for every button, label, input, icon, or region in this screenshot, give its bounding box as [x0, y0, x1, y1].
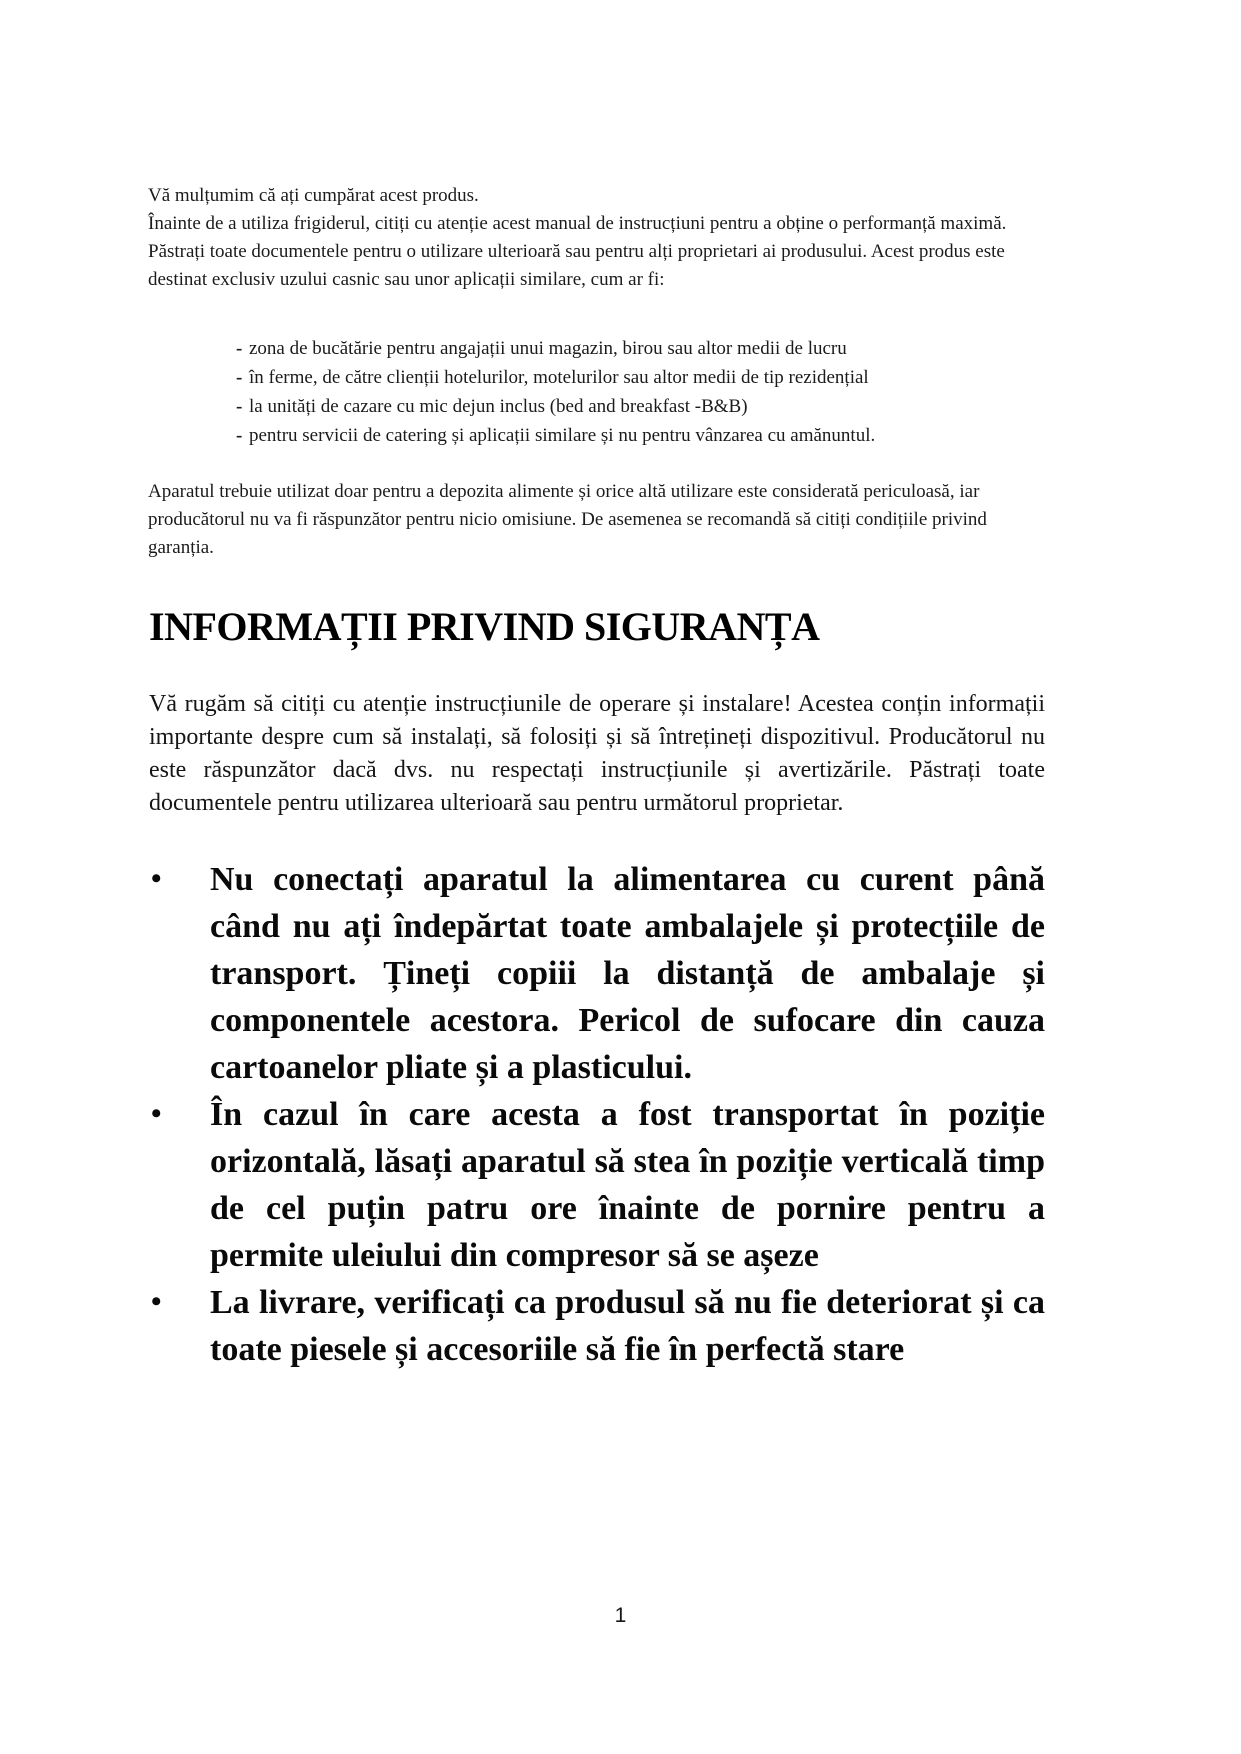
bullet-marker: •: [151, 1097, 162, 1130]
page-number: 1: [614, 1604, 627, 1627]
bullet-marker: •: [151, 1285, 162, 1318]
usage-list-item: [236, 392, 1038, 421]
safety-list: [149, 856, 1045, 1373]
usage-item-text: pentru servicii de catering și aplicații similare și nu pentru vânzarea cu amănuntul.: [249, 425, 876, 446]
usage-item-text: zona de bucătărie pentru angajații unui magazin, birou sau altor medii de lucru: [249, 338, 847, 359]
intro-thanks-line: Vă mulțumim că ați cumpărat acest produs.: [148, 185, 479, 206]
usage-item-text: în ferme, de către clienții hotelurilor, motelurilor sau altor medii de tip rezidențial: [249, 367, 869, 388]
dash-marker: -: [236, 396, 243, 417]
dash-marker: -: [236, 367, 243, 388]
safety-item-text: La livrare, verificați ca produsul să nu fie deteriorat și ca toate piesele și accesoriile să fie în perfectă stare: [210, 1284, 1045, 1368]
safety-list-item: [149, 1279, 1045, 1373]
safety-item-text: Nu conectați aparatul la alimentarea cu curent până când nu ați îndepărtat toate ambalajele și protecțiile de transport. Țineți copiii la distanță de ambalaje și componentele acestora. Pericol de sufocare din cauza cartoanelor pliate și a plasticului.: [210, 861, 1045, 1086]
safety-list-item: [149, 1091, 1045, 1279]
intro-paragraph: Înainte de a utiliza frigiderul, citiți cu atenție acest manual de instrucțiuni pentru a obține o performanță maximă. Păstrați toate documentele pentru o utilizare ulterioară sau pentru alți proprietari ai produsului. Acest produs este destinat exclusiv uzului casnic sau unor aplicații similare, cum ar fi:: [148, 213, 1007, 290]
usage-list-item: [236, 421, 1038, 450]
intro-section: [148, 182, 1038, 562]
safety-list-item: [149, 856, 1045, 1091]
dash-marker: -: [236, 338, 243, 359]
usage-list-item: [236, 334, 1038, 363]
dash-marker: -: [236, 425, 243, 446]
safety-item-text: În cazul în care acesta a fost transportat în poziție orizontală, lăsați aparatul să stea în poziție verticală timp de cel puțin patru ore înainte de pornire pentru a permite uleiului din compresor să se așeze: [210, 1096, 1045, 1274]
usage-list-item: [236, 363, 1038, 392]
safety-section: [149, 602, 1045, 1373]
usage-item-text: la unități de cazare cu mic dejun inclus (bed and breakfast -B&B): [249, 396, 748, 417]
section-title: INFORMAȚII PRIVIND SIGURANȚA: [149, 604, 820, 649]
usage-list: [148, 334, 1038, 450]
safety-intro-paragraph: Vă rugăm să citiți cu atenție instrucțiunile de operare și instalare! Acestea conțin informații importante despre cum să instalați, să folosiți și să întrețineți dispozitivul. Producătorul nu este răspunzător dacă dvs. nu respectați instrucțiunile și avertizările. Păstrați toate documentele pentru utilizarea ulterioară sau pentru următorul proprietar.: [149, 691, 1045, 816]
bullet-marker: •: [151, 862, 162, 895]
warning-paragraph: Aparatul trebuie utilizat doar pentru a depozita alimente și orice altă utilizare este considerată periculoasă, iar producătorul nu va fi răspunzător pentru nicio omisiune. De asemenea se recomandă să citiți condițiile privind garanția.: [148, 481, 987, 558]
